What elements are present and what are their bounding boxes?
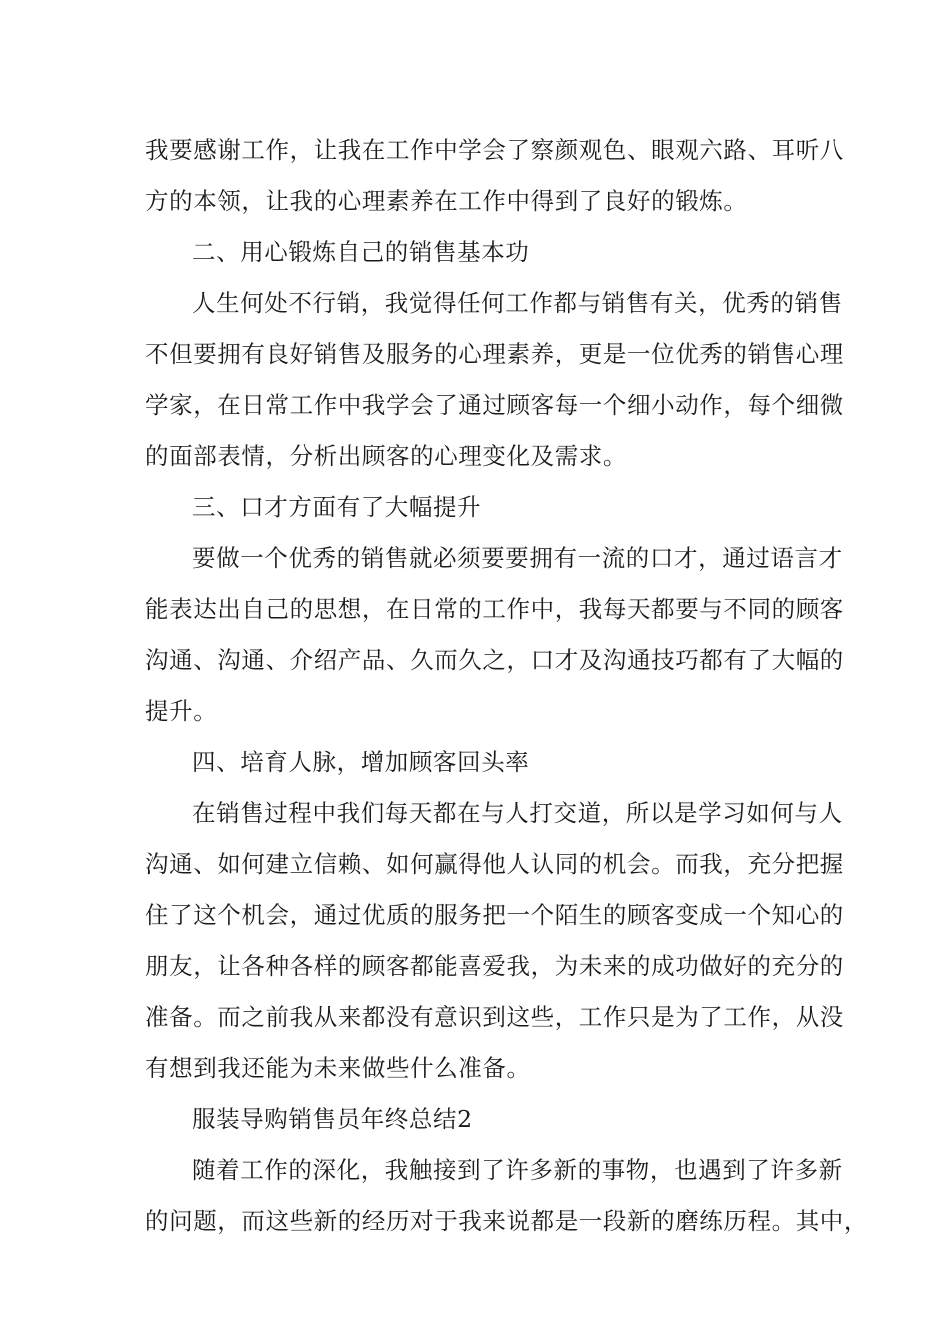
text-line: 沟通、沟通、介绍产品、久而久之，口才及沟通技巧都有了大幅的 <box>145 646 844 674</box>
section-heading: 三、口才方面有了大幅提升 <box>192 493 482 521</box>
section-heading: 二、用心锻炼自己的销售基本功 <box>192 238 530 266</box>
text-line: 不但要拥有良好销售及服务的心理素养，更是一位优秀的销售心理 <box>145 340 844 368</box>
text-line: 要做一个优秀的销售就必须要要拥有一流的口才，通过语言才 <box>192 544 843 572</box>
text-line: 沟通、如何建立信赖、如何赢得他人认同的机会。而我，充分把握 <box>145 850 844 878</box>
section-heading: 四、培育人脉，增加顾客回头率 <box>192 748 530 776</box>
document-subtitle: 服装导购销售员年终总结2 <box>192 1105 473 1133</box>
text-line: 准备。而之前我从来都没有意识到这些，工作只是为了工作，从没 <box>145 1003 844 1031</box>
text-line: 提升。 <box>145 697 218 725</box>
text-line: 能表达出自己的思想，在日常的工作中，我每天都要与不同的顾客 <box>145 595 844 623</box>
text-line: 我要感谢工作，让我在工作中学会了察颜观色、眼观六路、耳听八 <box>145 136 844 164</box>
text-line: 有想到我还能为未来做些什么准备。 <box>145 1054 531 1082</box>
text-line: 在销售过程中我们每天都在与人打交道，所以是学习如何与人 <box>192 799 843 827</box>
text-line: 住了这个机会，通过优质的服务把一个陌生的顾客变成一个知心的 <box>145 901 844 929</box>
text-line: 学家，在日常工作中我学会了通过顾客每一个细小动作，每个细微 <box>145 391 844 419</box>
text-line: 朋友，让各种各样的顾客都能喜爱我，为未来的成功做好的充分的 <box>145 952 844 980</box>
text-line: 的面部表情，分析出顾客的心理变化及需求。 <box>145 442 627 470</box>
text-line: 的问题，而这些新的经历对于我来说都是一段新的磨练历程。其中， <box>145 1207 868 1235</box>
text-line: 随着工作的深化，我触接到了许多新的事物，也遇到了许多新 <box>192 1156 843 1184</box>
text-line: 人生何处不行销，我觉得任何工作都与销售有关，优秀的销售 <box>192 289 843 317</box>
text-line: 方的本领，让我的心理素养在工作中得到了良好的锻炼。 <box>145 187 748 215</box>
document-body <box>145 125 868 1247</box>
